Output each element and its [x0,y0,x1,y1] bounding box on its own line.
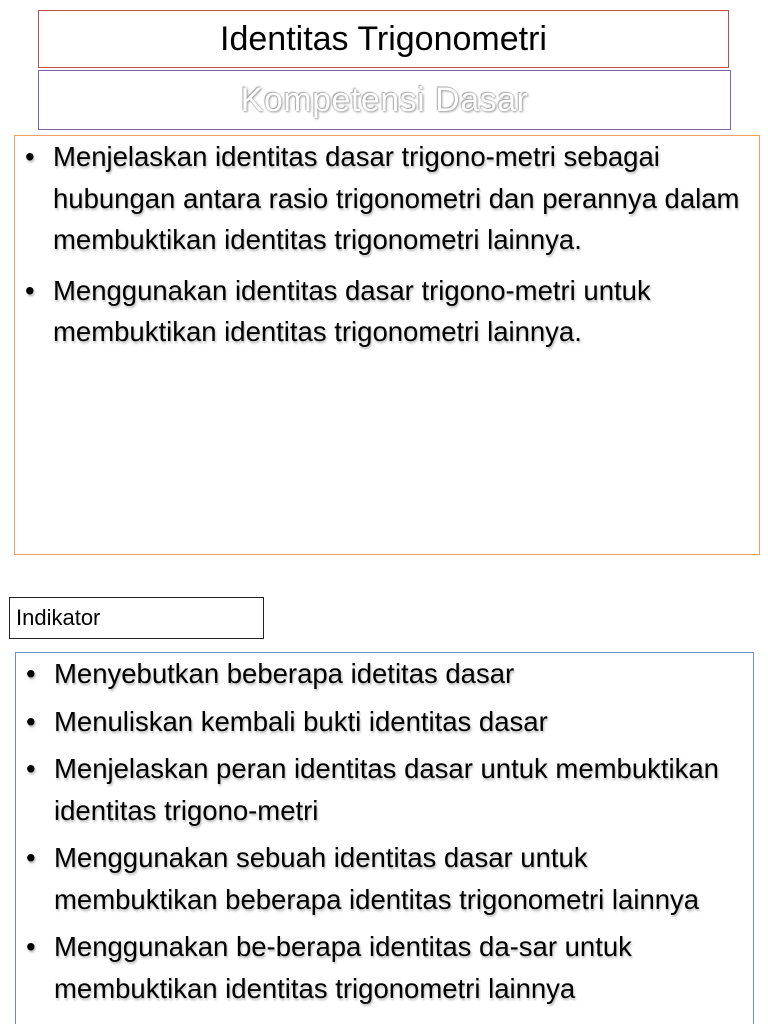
list-item: • Menggunakan identitas dasar trigono-metri untuk membuktikan identitas trigonometri lainnya. [15,270,759,353]
section-subtitle: Kompetensi Dasar [38,70,731,130]
kompetensi-dasar-list [15,136,759,353]
indikator-list [16,653,753,1009]
list-item: • Menggunakan sebuah identitas dasar untuk membuktikan beberapa identitas trigonometri lainnya [16,837,753,920]
page-title: Identitas Trigonometri [38,10,729,68]
list-item: • Menyebutkan beberapa idetitas dasar [16,653,753,695]
indikator-box [15,652,754,1024]
indikator-label: Indikator [9,597,264,639]
kompetensi-dasar-box [14,135,760,555]
list-item: • Menuliskan kembali bukti identitas dasar [16,701,753,743]
list-item: • Menggunakan be-berapa identitas da-sar untuk membuktikan identitas trigonometri lainnya [16,926,753,1009]
list-item: • Menjelaskan identitas dasar trigono-metri sebagai hubungan antara rasio trigonometri dan perannya dalam membuktikan identitas trigonometri lainnya. [15,136,759,261]
list-item: • Menjelaskan peran identitas dasar untuk membuktikan identitas trigono-metri [16,748,753,831]
